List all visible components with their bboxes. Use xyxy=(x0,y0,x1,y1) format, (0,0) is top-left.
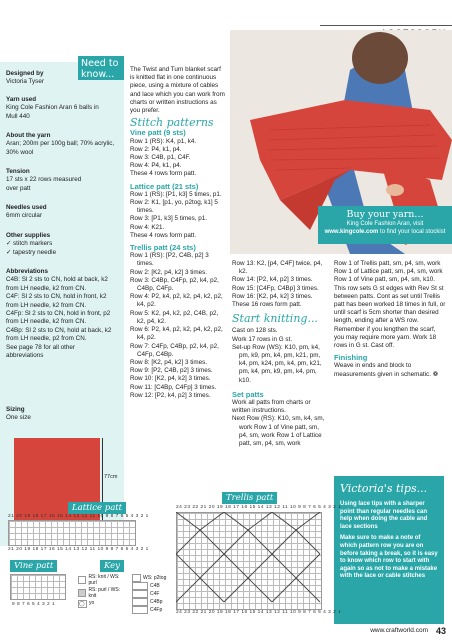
set-patts-text-1: Work all patts from charts or written instructions. xyxy=(232,399,311,415)
start-setup-row: Set-up Row (WS): K10, pm, k4, pm, k9, pm, k4, pm, k21, pm, k4, pm, k24, pm, k4, pm, k21, pm, k4, pm, k9, pm, k4, pm, k10. xyxy=(232,343,322,384)
abbrev-c4bp: C4Bp: Sl 2 sts to CN, hold at back, k2 from LH needle, p2 from CN. xyxy=(6,326,112,343)
trellis-chart-bottom-numbers: 24 23 22 21 20 19 18 17 16 15 14 13 12 11 10 9 8 7 6 5 4 3 2 1 xyxy=(176,610,342,615)
key-c4b-swatch xyxy=(132,582,148,590)
lattice-chart-grid xyxy=(8,520,136,546)
chart-key xyxy=(78,574,188,614)
abbrev-c4f: C4F: Sl 2 sts to CN, hold in front, k2 from LH needle, k2 from CN. xyxy=(6,293,107,309)
trellis-row-6: Row 6: P2, k4, p2, k2, p4, k2, p2, k4, p2. xyxy=(130,326,223,342)
vine-chart-label: Vine patt xyxy=(10,560,57,572)
column-2 xyxy=(130,66,226,400)
tension-label: Tension xyxy=(6,168,30,175)
buy-yarn-text-2: to find your local stockist xyxy=(380,228,446,235)
start-knitting-heading: Start knitting... xyxy=(232,312,318,326)
vine-row-3: Row 3: C4B, p1, C4F. xyxy=(130,154,191,162)
abbreviations-label: Abbreviations xyxy=(6,268,48,275)
about-value: Aran; 200m per 100g ball; 70% acrylic, 30% wool xyxy=(6,140,115,156)
finishing-title: Finishing xyxy=(334,353,368,363)
trellis-row-14: Row 14: [P2, k4, p2] 3 times. xyxy=(232,276,313,284)
lattice-title: Lattice patt (21 sts) xyxy=(130,181,199,191)
trellis-row-7: Row 7: C4Fp, C4Bp, p2, k4, p2, C4Fp, C4Bp. xyxy=(130,342,219,358)
lattice-chart-bottom-numbers: 21 20 19 18 17 16 15 14 13 12 11 10 9 8 7 6 5 4 3 2 1 xyxy=(8,547,149,552)
buy-yarn-link[interactable]: www.kingcole.com xyxy=(324,228,379,235)
trellis-row-3: Row 3: C4Bp, C4Fp, p2, k4, p2, C4Bp, C4Fp. xyxy=(130,276,219,293)
key-knit-text: RS: knit / WS: purl xyxy=(88,574,120,587)
key-yo-text: yo xyxy=(89,600,95,607)
yarn-label: Yarn used xyxy=(6,96,37,103)
height-dimension-label: 77cm xyxy=(104,474,118,480)
abbrev-c4b: C4B: Sl 2 sts to CN, hold at back, k2 from LH needle, k2 from CN. xyxy=(6,276,108,292)
designed-by-label: Designed by xyxy=(6,70,44,77)
vine-chart-grid xyxy=(10,574,66,600)
trellis-title: Trellis patt (24 sts) xyxy=(130,243,196,253)
footer-url[interactable]: www.craftworld.com xyxy=(370,627,428,634)
abbrev-see-page: See page 78 for all other abbreviations xyxy=(6,343,75,360)
key-c4b xyxy=(132,582,172,590)
key-yo-swatch: ◯ xyxy=(78,600,87,608)
buy-yarn-text-1: King Cole Fashion Aran, visit xyxy=(346,221,424,227)
needles-label: Needles used xyxy=(6,204,47,211)
tip-1: Using lace tips with a sharper point than regular needles can help when doing the cable and lace sections xyxy=(340,501,428,530)
trellis-row-13: Row 13: K2, [p4, C4F] twice, p4, k2. xyxy=(232,260,323,276)
set-patts-text-2: Next Row (RS): K10, sm, k4, sm, work Row 1 of Vine patt, sm, p4, sm, work Row 1 of Lattice patt, sm, p4, sm, work xyxy=(232,415,325,448)
vine-chart-numbers: 9 8 7 6 5 4 3 2 1 xyxy=(12,602,56,607)
vine-title: Vine patt (9 sts) xyxy=(130,128,186,138)
trellis-row-2: Row 2: [K2, p4, k2] 3 times. xyxy=(130,268,207,276)
key-p2tog-text: WS: p2tog xyxy=(143,574,167,581)
trellis-cable-lines xyxy=(176,512,322,610)
intro-text: The Twist and Turn blanket scarf is knitted flat in one continuous piece, using a mixture of cables and lace which you can work from charts or written instructions as you prefer. xyxy=(130,66,225,115)
tips-title: Victoria's tips... xyxy=(340,482,428,495)
lattice-row-2: Row 2: K1, [p1, yo, p2tog, k1] 5 times. xyxy=(130,199,218,215)
trellis-row-5: Row 5: K2, p4, k2, p2, C4B, p2, k2, p4, k2. xyxy=(130,309,219,325)
tension-block xyxy=(6,168,86,193)
supply-markers: ✓ stitch markers xyxy=(6,240,53,248)
tension-value: 17 sts x 22 rows measured over patt xyxy=(6,176,82,192)
trellis-row-15: Row 15: [C4Fp, C4Bp] 3 times. xyxy=(232,284,319,292)
needles-value: 6mm circular xyxy=(6,212,43,220)
trellis-row-1: Row 1 (RS): [P2, C4B, p2] 3 times. xyxy=(130,252,209,268)
key-p2tog xyxy=(132,574,172,582)
finishing-text: Weave in ends and block to measurements given in schematic. ❁ xyxy=(334,362,438,378)
supply-needle: ✓ tapestry needle xyxy=(6,248,57,256)
lattice-chart-label: Lattice patt xyxy=(68,502,126,514)
tips-box xyxy=(334,476,444,624)
yarn-value: King Cole Fashion Aran 6 balls in Mull 440 xyxy=(6,104,99,120)
tip-2: Make sure to make a note of which pattern row you are on before taking a break, so it is easy to know which row to start with again so as not to make a mistake with the lace or cable stitches xyxy=(340,535,438,580)
key-c4fp xyxy=(132,606,172,614)
header-rule xyxy=(320,25,452,26)
column-3 xyxy=(232,260,328,448)
key-c4f-swatch xyxy=(132,590,148,598)
key-c4f xyxy=(132,590,172,598)
designer-name: Victoria Tyser xyxy=(6,78,44,86)
set-patts-title: Set patts xyxy=(232,389,264,399)
trellis-chart-top-numbers: 24 23 22 21 20 19 18 17 16 15 14 13 12 11 10 9 8 7 6 5 4 3 2 1 xyxy=(176,505,342,510)
trellis-row-11: Row 11: [C4Bp, C4Fp] 3 times. xyxy=(130,383,217,391)
trellis-row-9: Row 9: [P2, C4B, p2] 3 times. xyxy=(130,367,213,375)
lattice-rows-note: These 4 rows form patt. xyxy=(130,231,197,239)
buy-yarn-box xyxy=(318,206,452,244)
key-c4f-text: C4F xyxy=(150,590,160,597)
lattice-chart-top-numbers: 21 20 19 18 17 16 15 14 13 12 11 10 9 8 7 6 5 4 3 2 1 xyxy=(8,514,149,519)
vine-row-4: Row 4: P4, k1, p4. xyxy=(130,162,182,170)
key-label: Key xyxy=(100,560,124,572)
vine-rows-note: These 4 rows form patt. xyxy=(130,170,197,178)
about-label: About the yarn xyxy=(6,132,51,139)
yarn-block xyxy=(6,96,106,121)
key-c4bp-text: C4Bp xyxy=(150,598,163,605)
start-cast-on: Cast on 128 sts. xyxy=(232,327,278,335)
vine-row-1: Row 1 (RS): K4, p1, k4. xyxy=(130,137,197,145)
about-block xyxy=(6,132,116,157)
stitch-patterns-heading: Stitch patterns xyxy=(130,116,214,130)
other-supplies-label: Other supplies xyxy=(6,232,51,239)
need-to-know-tab: Need to know... xyxy=(78,56,124,80)
key-c4fp-swatch xyxy=(132,606,148,614)
needles-block xyxy=(6,204,106,221)
abbreviations-block xyxy=(6,268,114,360)
lattice-row-4: Row 4: K21. xyxy=(130,223,165,231)
abbrev-c4fp: C4Fp: Sl 2 sts to CN, hold in front, p2 from LH needle, k2 from CN. xyxy=(6,310,111,326)
designer-block xyxy=(6,70,76,87)
trellis-row-12: Row 12: [P2, k4, p2] 3 times. xyxy=(130,391,211,399)
sizing-label: Sizing xyxy=(6,406,25,413)
trellis-chart-label: Trellis patt xyxy=(222,492,277,504)
lattice-row-3: Row 3: [P1, k3] 5 times, p1. xyxy=(130,215,207,223)
key-purl-swatch xyxy=(78,589,86,597)
key-c4bp-swatch xyxy=(132,598,148,606)
other-supplies-block xyxy=(6,232,106,257)
page-number: 43 xyxy=(435,626,446,636)
key-yo xyxy=(78,600,126,608)
start-g-st: Work 17 rows in G st. xyxy=(232,335,293,343)
trellis-row-8: Row 8: [K2, p4, k2] 3 times. xyxy=(130,358,207,366)
key-c4bp xyxy=(132,598,172,606)
lattice-row-1: Row 1 (RS): [P1, k3] 5 times, p1. xyxy=(130,190,222,198)
vine-row-2: Row 2: P4, k1, p4. xyxy=(130,145,182,153)
key-purl xyxy=(78,587,126,600)
key-p2tog-swatch xyxy=(132,574,141,582)
sizing-block xyxy=(6,406,106,423)
trellis-row-10: Row 10: [K2, p4, k2] 3 times. xyxy=(130,375,211,383)
key-knit-swatch xyxy=(78,576,86,584)
trellis-row-4: Row 4: P2, k4, p2, k2, p4, k2, p2, k4, p2. xyxy=(130,293,223,309)
key-c4fp-text: C4Fp xyxy=(150,606,163,613)
trellis-rows-note: These 16 rows form patt. xyxy=(232,301,302,309)
trellis-row-16: Row 16: [K2, p4, k2] 3 times. xyxy=(232,292,313,300)
buy-yarn-title: Buy your yarn... xyxy=(346,209,424,220)
buy-yarn-text xyxy=(318,221,452,236)
key-c4b-text: C4B xyxy=(150,582,160,589)
key-purl-text: RS: purl / WS: knit xyxy=(88,586,121,600)
key-knit xyxy=(78,574,126,587)
continue-text: Row 1 of Trellis patt, sm, p4, sm, work Row 1 of Lattice patt, sm, p4, sm, work Row 1 of Vine patt, sm, p4, sm, k10. This row sets G st edges with Rev St st between patts. Cont as set until Trellis patt has been worked 18 times in full, or until scarf is 5cm shorter than desired length, ending after a WS row. Remember if you lengthen the scarf, you may require more yarn. Work 18 rows in G st. Cast off. xyxy=(334,260,446,350)
sizing-value: One size xyxy=(6,414,31,422)
column-4 xyxy=(334,260,446,379)
